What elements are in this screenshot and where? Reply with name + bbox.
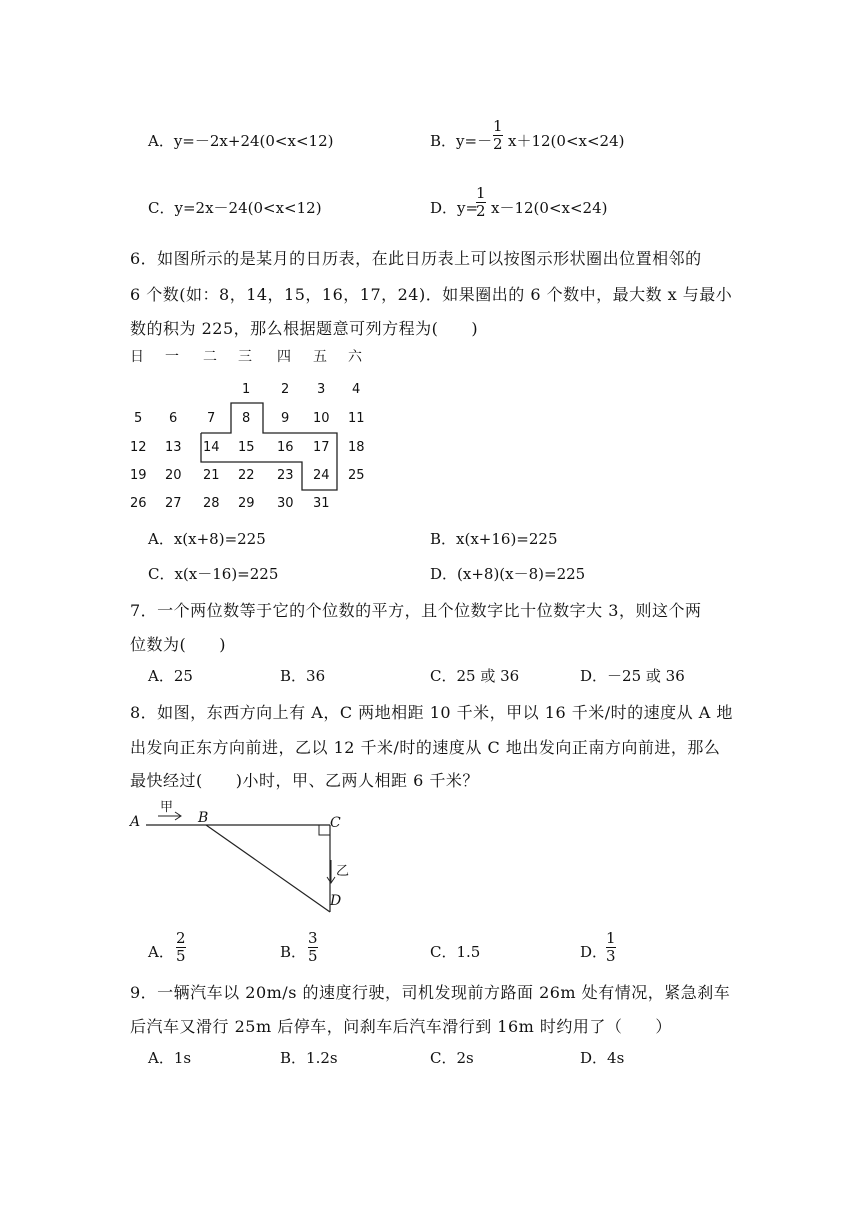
q6-stem-line3: 数的积为 225，那么根据题意可列方程为( ): [130, 319, 479, 338]
fraction-numerator: 1: [606, 929, 616, 947]
q6-option-b: B．x(x+16)=225: [430, 530, 558, 548]
calendar-day-cell: 31: [313, 496, 330, 511]
fraction-denominator: 2: [476, 202, 486, 220]
q8-option-b-fraction: [308, 930, 318, 965]
calendar-day-cell: 17: [313, 440, 330, 455]
point-d-label: D: [330, 893, 342, 909]
calendar-day-cell: 21: [203, 468, 220, 483]
q5-option-b-suffix: x＋12(0<x<24): [508, 132, 625, 150]
label-yi: 乙: [336, 864, 350, 879]
calendar-day-cell: 2: [281, 382, 290, 397]
fraction-denominator: 5: [308, 947, 318, 965]
q8-option-d-fraction: [606, 930, 616, 965]
q8-option-a-label: A．: [148, 943, 174, 961]
q5-option-b-prefix: B．y=－: [430, 132, 493, 150]
fraction-denominator: 3: [606, 947, 616, 965]
q8-option-d-label: D．: [580, 943, 608, 961]
calendar-day-cell: 9: [281, 411, 290, 426]
q7-option-b: B．36: [280, 667, 326, 685]
right-angle-mark: [319, 825, 330, 835]
q8-stem-line3: 最快经过( )小时，甲、乙两人相距 6 千米？: [130, 771, 479, 790]
q8-stem-line2: 出发向正东方向前进，乙以 12 千米/时的速度从 C 地出发向正南方向前进，那么: [130, 738, 721, 757]
calendar-header-cell: 一: [165, 349, 179, 365]
calendar-day-cell: 22: [238, 468, 255, 483]
fraction-numerator: 1: [493, 117, 503, 135]
calendar-day-cell: 27: [165, 496, 182, 511]
q6-stem-line1: 6．如图所示的是某月的日历表，在此日历表上可以按图示形状圈出位置相邻的: [130, 249, 702, 268]
calendar-header-cell: 六: [348, 349, 362, 365]
calendar-day-cell: 29: [238, 496, 255, 511]
calendar-day-cell: 26: [130, 496, 147, 511]
calendar-day-cell: 6: [169, 411, 178, 426]
calendar-day-cell: 14: [203, 440, 220, 455]
line-bd: [206, 825, 330, 912]
q7-option-c: C．25 或 36: [430, 667, 520, 685]
fraction-numerator: 3: [308, 929, 318, 947]
q7-option-d: D．－25 或 36: [580, 667, 685, 685]
q9-option-d: D．4s: [580, 1049, 625, 1067]
calendar-day-cell: 12: [130, 440, 147, 455]
q7-stem-line2: 位数为( ): [130, 635, 226, 654]
calendar-day-cell: 5: [134, 411, 143, 426]
q6-option-a: A．x(x+8)=225: [148, 530, 266, 548]
calendar-day-cell: 7: [207, 411, 216, 426]
q6-stem-line2: 6 个数(如：8，14，15，16，17，24)．如果圈出的 6 个数中，最大数 x 与最小: [130, 285, 733, 304]
calendar-header-cell: 五: [313, 349, 327, 365]
q9-option-a: A．1s: [148, 1049, 192, 1067]
calendar-header-cell: 三: [238, 349, 252, 365]
calendar-day-cell: 11: [348, 411, 365, 426]
calendar-day-cell: 10: [313, 411, 330, 426]
q8-option-b-label: B．: [280, 943, 307, 961]
q8-option-a-fraction: [176, 930, 186, 965]
q8-option-c: C．1.5: [430, 943, 481, 961]
q8-stem-line1: 8．如图，东西方向上有 A，C 两地相距 10 千米，甲以 16 千米/时的速度从 A 地: [130, 703, 733, 722]
q6-option-d: D．(x+8)(x－8)=225: [430, 565, 586, 583]
calendar-day-cell: 23: [277, 468, 294, 483]
point-b-label: B: [198, 810, 209, 826]
calendar-day-cell: 19: [130, 468, 147, 483]
q7-stem-line1: 7．一个两位数等于它的个位数的平方，且个位数字比十位数字大 3，则这个两: [130, 601, 702, 620]
q9-stem-line2: 后汽车又滑行 25m 后停车，问刹车后汽车滑行到 16m 时约用了（ ）: [130, 1017, 672, 1036]
point-a-label: A: [130, 814, 141, 830]
calendar-day-cell: 28: [203, 496, 220, 511]
label-jia: 甲: [160, 800, 174, 815]
calendar-day-cell: 25: [348, 468, 365, 483]
calendar-day-cell: 30: [277, 496, 294, 511]
q5-option-a: A．y=－2x+24(0<x<12): [148, 132, 334, 150]
point-c-label: C: [330, 815, 341, 831]
calendar-day-cell: 18: [348, 440, 365, 455]
calendar-day-cell: 15: [238, 440, 255, 455]
q5-option-d-suffix: x－12(0<x<24): [491, 199, 608, 217]
calendar-day-cell: 20: [165, 468, 182, 483]
q9-option-c: C．2s: [430, 1049, 474, 1067]
calendar-header-cell: 二: [203, 349, 217, 365]
q7-option-a: A．25: [148, 667, 193, 685]
calendar-day-cell: 4: [352, 382, 361, 397]
calendar-day-cell: 24: [313, 468, 330, 483]
q5-option-d-prefix: D．y=: [430, 199, 479, 217]
calendar-day-cell: 3: [317, 382, 326, 397]
q9-option-b: B．1.2s: [280, 1049, 338, 1067]
calendar-day-cell: 1: [242, 382, 251, 397]
q9-stem-line1: 9．一辆汽车以 20m/s 的速度行驶，司机发现前方路面 26m 处有情况，紧急刹车: [130, 983, 731, 1002]
fraction-denominator: 5: [176, 947, 186, 965]
calendar-header-cell: 日: [130, 349, 144, 365]
calendar-day-cell: 8: [242, 411, 251, 426]
calendar-day-cell: 16: [277, 440, 294, 455]
q6-option-c: C．x(x－16)=225: [148, 565, 279, 583]
calendar-header-cell: 四: [277, 349, 291, 365]
fraction-numerator: 1: [476, 184, 486, 202]
calendar-day-cell: 13: [165, 440, 182, 455]
fraction-numerator: 2: [176, 929, 186, 947]
q5-option-c: C．y=2x－24(0<x<12): [148, 199, 322, 217]
fraction-denominator: 2: [493, 135, 503, 153]
